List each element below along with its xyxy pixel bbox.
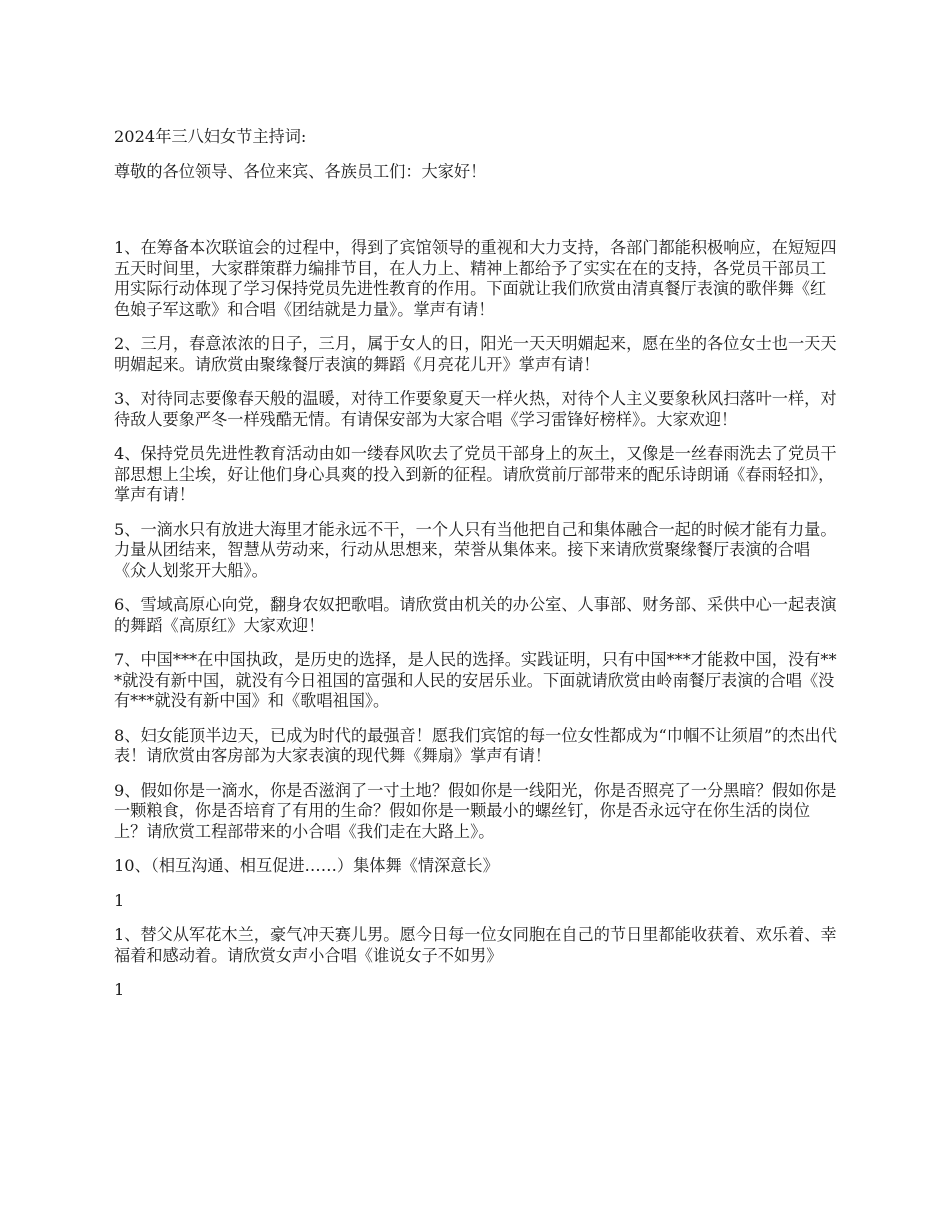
paragraph-8: 8、妇女能顶半边天，已成为时代的最强音！愿我们宾馆的每一位女性都成为“巾帼不让须眉”的杰出代表！请欣赏由客房部为大家表演的现代舞《舞扇》掌声有请！ bbox=[114, 725, 837, 765]
paragraph-10: 10、（相互沟通、相互促进……）集体舞《情深意长》 bbox=[114, 856, 499, 875]
paragraph-9: 9、假如你是一滴水，你是否滋润了一寸土地？假如你是一线阳光，你是否照亮了一分黑暗？假如你是一颗粮食，你是否培育了有用的生命？假如你是一颗最小的螺丝钉，你是否永远守在你生活的岗位上？请欣赏工程部带来的小合唱《我们走在大路上》。 bbox=[114, 780, 837, 841]
paragraph-6: 6、雪域高原心向党，翻身农奴把歌唱。请欣赏由机关的办公室、人事部、财务部、采供中心一起表演的舞蹈《高原红》大家欢迎！ bbox=[114, 595, 837, 635]
paragraph-4: 4、保持党员先进性教育活动由如一缕春风吹去了党员干部身上的灰土，又像是一丝春雨洗去了党员干部思想上尘埃，好让他们身心具爽的投入到新的征程。请欣赏前厅部带来的配乐诗朗诵《春雨轻扣》，掌声有请！ bbox=[114, 444, 837, 504]
paragraph-3: 3、对待同志要像春天般的温暖，对待工作要象夏天一样火热，对待个人主义要象秋风扫落叶一样，对待敌人要象严冬一样残酷无情。有请保安部为大家合唱《学习雷锋好榜样》。大家欢迎！ bbox=[114, 389, 837, 429]
document-title: 2024年三八妇女节主持词: bbox=[114, 127, 307, 146]
paragraph-2: 2、三月，春意浓浓的日子，三月，属于女人的日，阳光一天天明媚起来，愿在坐的各位女士也一天天明媚起来。请欣赏由聚缘餐厅表演的舞蹈《月亮花儿开》掌声有请！ bbox=[114, 334, 837, 374]
paragraph-1: 1、在筹备本次联谊会的过程中，得到了宾馆领导的重视和大力支持，各部门都能积极响应，在短短四五天时间里，大家群策群力编排节目，在人力上、精神上都给予了实实在在的支持，各党员干部员工用实际行动体现了学习保持党员先进性教育的作用。下面就让我们欣赏由清真餐厅表演的歌伴舞《红色娘子军这歌》和合唱《团结就是力量》。掌声有请！ bbox=[114, 238, 837, 319]
page-number-marker-2: 1 bbox=[114, 980, 125, 999]
page-number-marker: 1 bbox=[114, 890, 125, 910]
document-body bbox=[114, 127, 840, 1015]
paragraph-7: 7、中国***在中国执政，是历史的选择，是人民的选择。实践证明，只有中国***才能救中国，没有***就没有新中国，就没有今日祖国的富强和人民的安居乐业。下面就请欣赏由岭南餐厅表演的合唱《没有***就没有新中国》和《歌唱祖国》。 bbox=[114, 650, 837, 710]
blank-space bbox=[114, 182, 840, 238]
greeting-line: 尊敬的各位领导、各位来宾、各族员工们：大家好！ bbox=[114, 161, 487, 181]
paragraph-5: 5、一滴水只有放进大海里才能永远不干，一个人只有当他把自己和集体融合一起的时候才能有力量。力量从团结来，智慧从劳动来，行动从思想来，荣誉从集体来。接下来请欣赏聚缘餐厅表演的合唱《众人划浆开大船》。 bbox=[114, 519, 837, 580]
paragraph-extra-1: 1、替父从军花木兰，豪气冲天赛儿男。愿今日每一位女同胞在自己的节日里都能收获着、欢乐着、幸福着和感动着。请欣赏女声小合唱《谁说女子不如男》 bbox=[114, 925, 837, 965]
